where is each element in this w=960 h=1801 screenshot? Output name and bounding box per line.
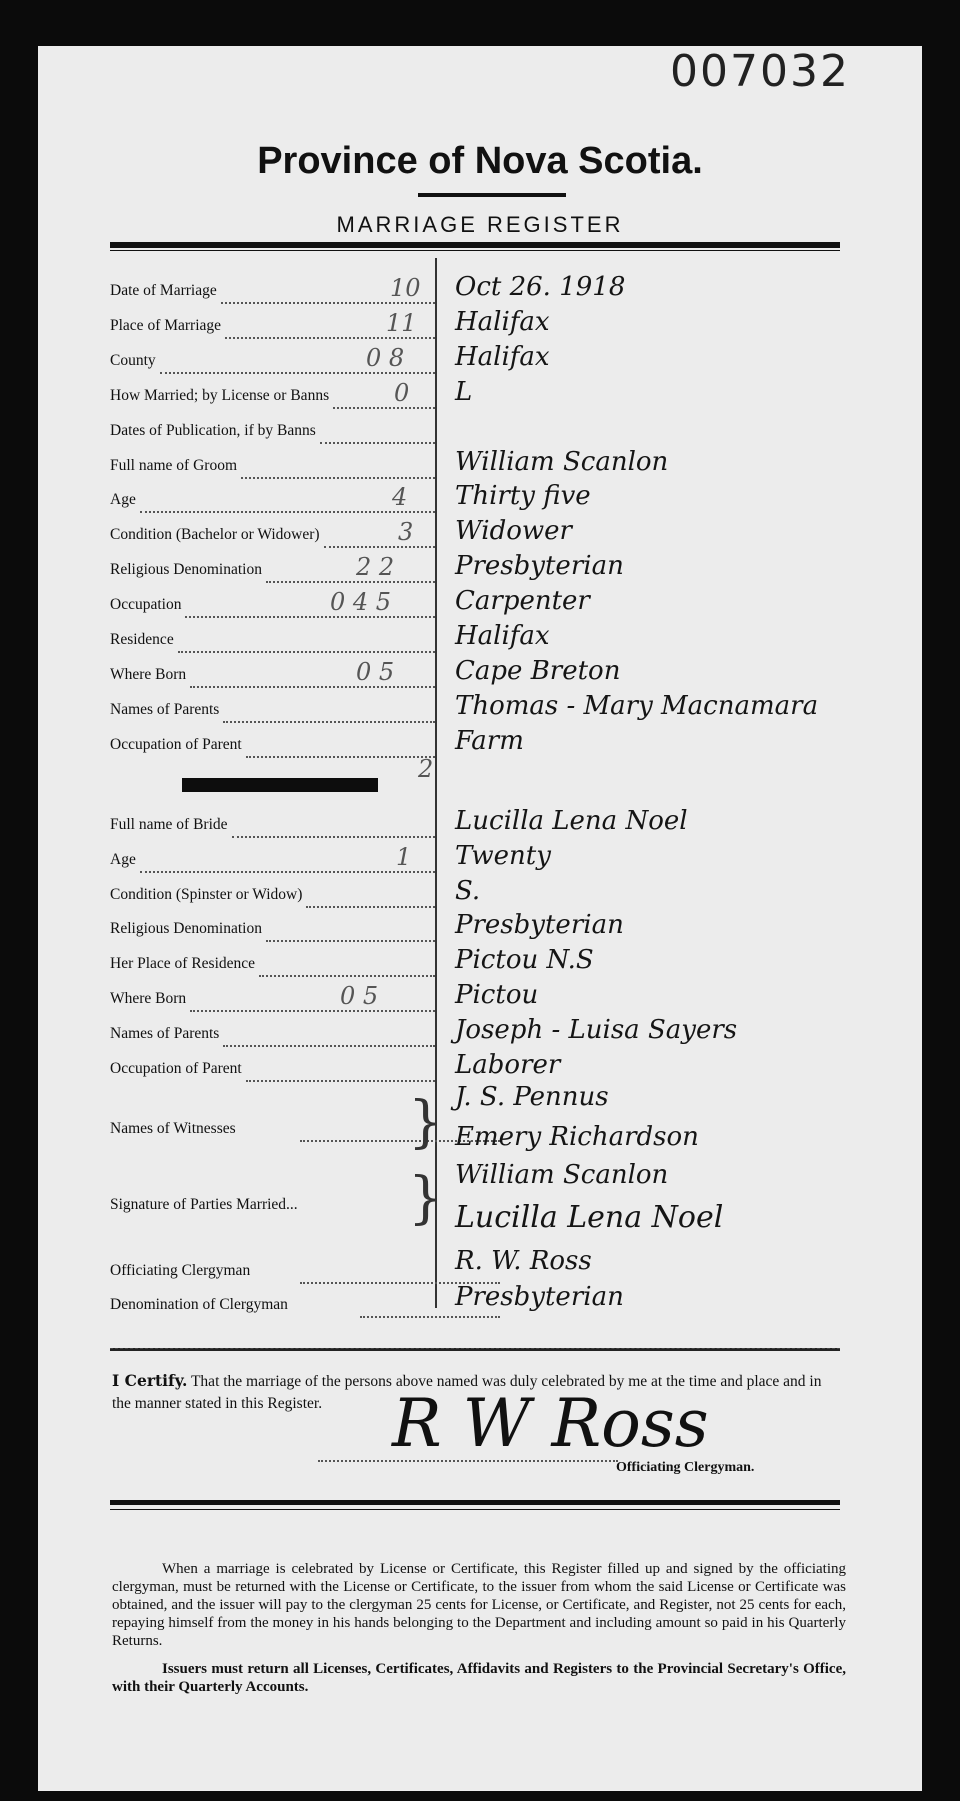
dotted-leader	[140, 491, 435, 513]
parties-label: Signature of Parties Married...	[110, 1196, 298, 1213]
reference-number: 007032	[670, 46, 850, 97]
dotted-leader	[232, 816, 435, 838]
field-label: Date of Marriage	[110, 282, 217, 299]
groom-row	[110, 282, 217, 306]
bride-section-bar	[182, 778, 378, 792]
field-value: Joseph - Luisa Sayers	[455, 1014, 738, 1045]
bride-row	[110, 816, 228, 840]
bride-row	[110, 851, 136, 875]
title-rule	[418, 193, 566, 197]
header-rule	[110, 242, 840, 248]
field-label: Religious Denomination	[110, 920, 262, 938]
field-label: Dates of Publication, if by Banns	[110, 421, 316, 439]
dotted-leader	[190, 990, 435, 1012]
field-value: Halifax	[455, 621, 550, 651]
groom-row	[110, 526, 320, 550]
field-value: Widower	[455, 516, 572, 547]
field-code: 4	[392, 483, 408, 512]
witnesses-brace: }	[408, 1090, 444, 1155]
clergyman-value: R. W. Ross	[455, 1246, 592, 1276]
field-value: Twenty	[455, 840, 551, 871]
dotted-leader	[320, 422, 435, 444]
certificate-lead: I Certify.	[112, 1371, 188, 1390]
bride-row	[110, 886, 302, 910]
witness-1-signature: J. S. Pennus	[455, 1082, 609, 1112]
field-code: 0 8	[366, 343, 405, 372]
notice-rule	[110, 1500, 840, 1505]
field-code: 0 5	[356, 657, 395, 686]
field-label: Age	[110, 491, 136, 509]
notice-paragraph-1: When a marriage is celebrated by License or Certificate, this Register filled up and signed by the officiating clergyman, must be returned with the License or Certificate, to the issuer from whom the said License or Certificate was obtained, and the issuer will pay to the clergyman 25 cents for License, or Certificate, and Register, not 25 cents for each, repaying himself from the money in his hands belonging to the Department and including amount so paid in his Quarterly Returns.	[112, 1561, 846, 1649]
field-code: 3	[398, 518, 414, 547]
field-code: 0 5	[340, 982, 379, 1010]
groom-row	[110, 317, 221, 341]
page-title: Province of Nova Scotia.	[257, 140, 703, 182]
field-value: William Scanlon	[455, 446, 669, 477]
clergy-denomination-value: Presbyterian	[455, 1282, 624, 1312]
dotted-leader	[266, 561, 435, 583]
field-label: How Married; by License or Banns	[110, 386, 330, 404]
dotted-leader	[241, 457, 435, 479]
clergy-denomination-row	[110, 1296, 288, 1320]
dotted-leader	[266, 920, 435, 942]
clergyman-signature: R W Ross	[392, 1385, 709, 1462]
groom-signature: William Scanlon	[455, 1160, 669, 1190]
field-label: Names of Parents	[110, 700, 220, 718]
field-label: Condition (Bachelor or Widower)	[110, 526, 320, 544]
field-label: Residence	[110, 631, 174, 648]
field-code: 11	[386, 308, 417, 337]
clergyman-row	[110, 1262, 250, 1286]
field-value: Halifax	[455, 341, 550, 372]
dotted-leader	[324, 526, 435, 548]
dotted-leader	[190, 666, 435, 688]
field-label: Age	[110, 850, 136, 868]
field-value: Cape Breton	[455, 655, 621, 686]
field-value: Oct 26. 1918	[455, 272, 626, 302]
field-label: Occupation	[110, 596, 182, 614]
dotted-leader	[178, 631, 435, 653]
field-label: Where Born	[110, 990, 187, 1007]
notice-paragraph-2: Issuers must return all Licenses, Certificates, Affidavits and Registers to the Provincial Secretary's Office, with their Quarterly Accounts.	[112, 1661, 846, 1695]
field-label: Her Place of Residence	[110, 955, 256, 973]
dotted-leader	[246, 736, 435, 758]
groom-row	[110, 561, 262, 585]
clergyman-label: Officiating Clergyman	[110, 1262, 251, 1279]
field-label: Religious Denomination	[110, 561, 262, 579]
groom-row	[110, 491, 136, 515]
groom-row	[110, 596, 181, 620]
groom-row	[110, 631, 174, 655]
field-value: Lucilla Lena Noel	[455, 806, 688, 836]
field-code: 1	[396, 842, 412, 871]
field-label: Place of Marriage	[110, 316, 222, 334]
dotted-leader	[333, 387, 435, 409]
field-label: Occupation of Parent	[110, 1059, 242, 1077]
dotted-leader	[140, 851, 435, 873]
field-code: 2 2	[356, 553, 395, 582]
field-code: 10	[390, 274, 421, 302]
separator-code: 2	[418, 755, 434, 783]
bride-row	[110, 920, 262, 944]
certificate-top-rule	[110, 1348, 840, 1351]
field-value: Laborer	[455, 1049, 561, 1080]
groom-row	[110, 387, 329, 411]
groom-row	[110, 422, 316, 446]
dotted-leader	[246, 1060, 435, 1082]
bride-signature: Lucilla Lena Noel	[455, 1200, 724, 1235]
field-value: Halifax	[455, 306, 550, 337]
header-rule-thin	[110, 250, 840, 251]
page-subtitle: MARRIAGE REGISTER	[336, 212, 624, 237]
parties-brace: }	[408, 1166, 444, 1231]
parties-row	[110, 1196, 298, 1220]
groom-row	[110, 736, 242, 760]
field-label: Names of Parents	[110, 1024, 220, 1042]
bride-row	[110, 1025, 219, 1049]
field-value: Presbyterian	[455, 551, 624, 582]
field-value: L	[455, 376, 473, 407]
notice-rule-thin	[110, 1509, 840, 1510]
witnesses-label: Names of Witnesses	[110, 1120, 236, 1137]
field-value: S.	[455, 875, 481, 906]
field-value: Pictou	[455, 980, 539, 1010]
signature-label: Officiating Clergyman.	[616, 1460, 755, 1475]
clergy-denomination-label: Denomination of Clergyman	[110, 1296, 288, 1313]
field-code: 0 4 5	[330, 588, 392, 617]
field-label: Occupation of Parent	[110, 735, 242, 753]
dotted-leader	[185, 596, 435, 618]
certificate-body: That the marriage of the persons above named was duly celebrated by me at the time and place and in the manner stated in this Register.	[112, 1373, 822, 1412]
field-label: County	[110, 351, 156, 369]
dotted-leader	[306, 886, 435, 908]
field-code: 0	[394, 378, 410, 407]
field-value: Pictou N.S	[455, 945, 594, 976]
field-value: Thomas - Mary Macnamara	[455, 690, 819, 721]
field-value: Farm	[455, 725, 524, 756]
field-label: Full name of Bride	[110, 816, 228, 833]
witness-2-signature: Emery Richardson	[455, 1122, 699, 1152]
bride-row	[110, 1060, 242, 1084]
dotted-leader	[223, 1025, 435, 1047]
field-value: Presbyterian	[455, 910, 624, 941]
bride-row	[110, 955, 255, 979]
groom-row	[110, 457, 237, 481]
field-label: Where Born	[110, 665, 187, 683]
witnesses-row	[110, 1120, 236, 1144]
field-label: Full name of Groom	[110, 456, 237, 474]
field-value: Carpenter	[455, 586, 590, 617]
groom-row	[110, 352, 156, 376]
dotted-leader	[259, 955, 435, 977]
groom-row	[110, 666, 186, 690]
groom-row	[110, 701, 219, 725]
bride-row	[110, 990, 186, 1014]
field-label: Condition (Spinster or Widow)	[110, 885, 303, 903]
field-value: Thirty five	[455, 481, 591, 512]
dotted-leader	[223, 701, 435, 723]
